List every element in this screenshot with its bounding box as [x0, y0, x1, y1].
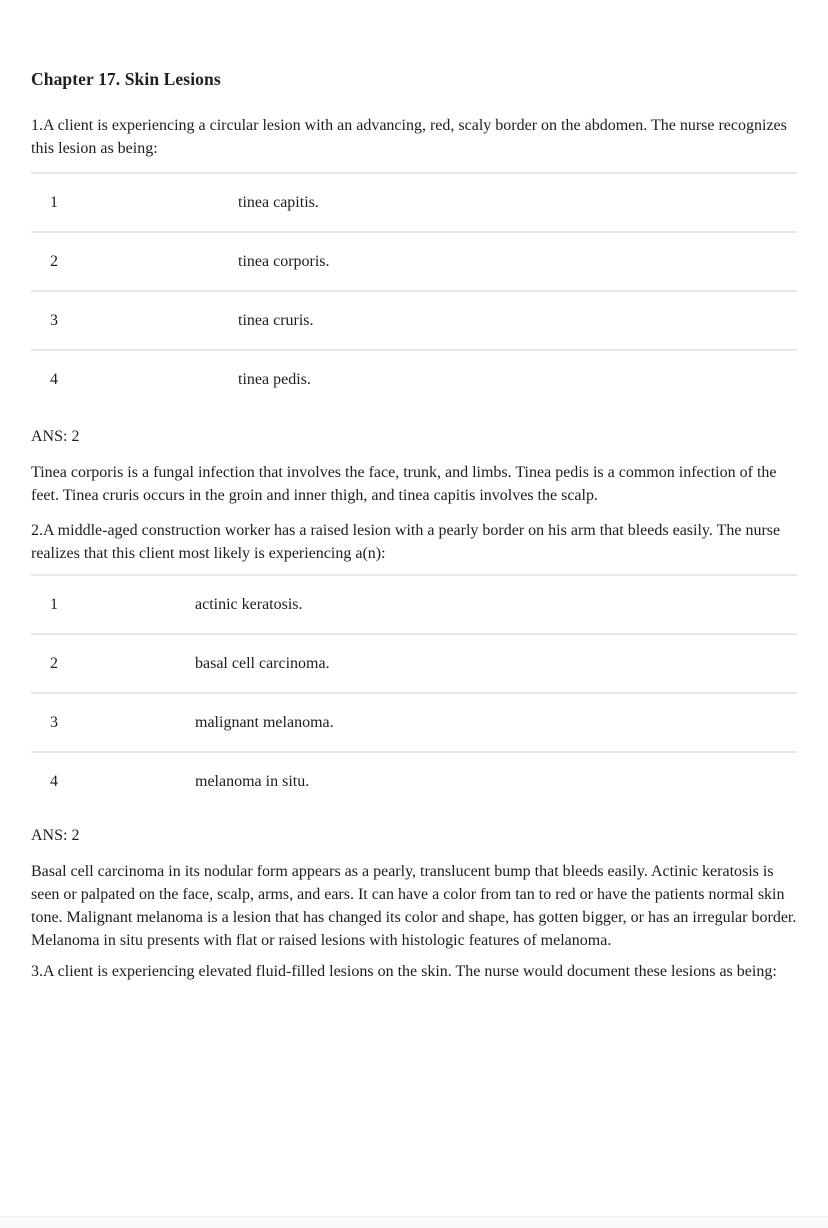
option-row: [31, 290, 797, 349]
option-label: tinea cruris.: [238, 311, 314, 329]
answer: ANS: 2: [31, 827, 80, 844]
question-block-1: [31, 114, 797, 507]
option-row: [31, 692, 797, 751]
option-label: basal cell carcinoma.: [195, 654, 330, 672]
option-row: [31, 172, 797, 231]
answer: ANS: 2: [31, 428, 80, 445]
option-label: tinea corporis.: [238, 252, 330, 270]
page-bottom-edge: [0, 1216, 828, 1228]
question-text: 2.A middle-aged construction worker has a raised lesion with a pearly border on his arm that bleeds easily. The nurse realizes that this client most likely is experiencing a(n):: [31, 522, 781, 562]
option-label: actinic keratosis.: [195, 595, 303, 613]
options-table: [31, 172, 797, 408]
option-number: 4: [50, 370, 58, 388]
option-number: 2: [50, 654, 58, 672]
option-number: 4: [50, 772, 58, 790]
option-label: malignant melanoma.: [195, 713, 334, 731]
option-number: 3: [50, 311, 58, 329]
option-number: 1: [50, 193, 58, 211]
document-page: [0, 68, 828, 983]
question-block-3: [31, 960, 797, 983]
option-row: [31, 574, 797, 633]
option-label: tinea pedis.: [238, 370, 311, 388]
question-block-2: [31, 519, 797, 952]
option-row: [31, 349, 797, 408]
question-text: 1.A client is experiencing a circular lesion with an advancing, red, scaly border on the abdomen. The nurse recognizes this lesion as being:: [31, 117, 787, 157]
options-table: [31, 574, 797, 810]
rationale: Tinea corporis is a fungal infection that involves the face, trunk, and limbs. Tinea pedis is a common infection of the feet. Tinea cruris occurs in the groin and inner thigh, and tinea capitis involves the scalp.: [31, 464, 777, 504]
option-number: 1: [50, 595, 58, 613]
question-text: 3.A client is experiencing elevated fluid-filled lesions on the skin. The nurse would document these lesions as being:: [31, 963, 777, 980]
option-label: tinea capitis.: [238, 193, 319, 211]
option-number: 3: [50, 713, 58, 731]
option-row: [31, 751, 797, 810]
option-label: melanoma in situ.: [195, 772, 310, 790]
option-row: [31, 231, 797, 290]
option-number: 2: [50, 252, 58, 270]
rationale: Basal cell carcinoma in its nodular form appears as a pearly, translucent bump that bleeds easily. Actinic keratosis is seen or palpated on the face, scalp, arms, and ears. It can have a color from tan to red or have the patients normal skin tone. Malignant melanoma is a lesion that has changed its color and shape, has gotten bigger, or has an irregular border. Melanoma in situ presents with flat or raised lesions with histologic features of melanoma.: [31, 863, 797, 949]
option-row: [31, 633, 797, 692]
chapter-title: Chapter 17. Skin Lesions: [31, 69, 221, 89]
